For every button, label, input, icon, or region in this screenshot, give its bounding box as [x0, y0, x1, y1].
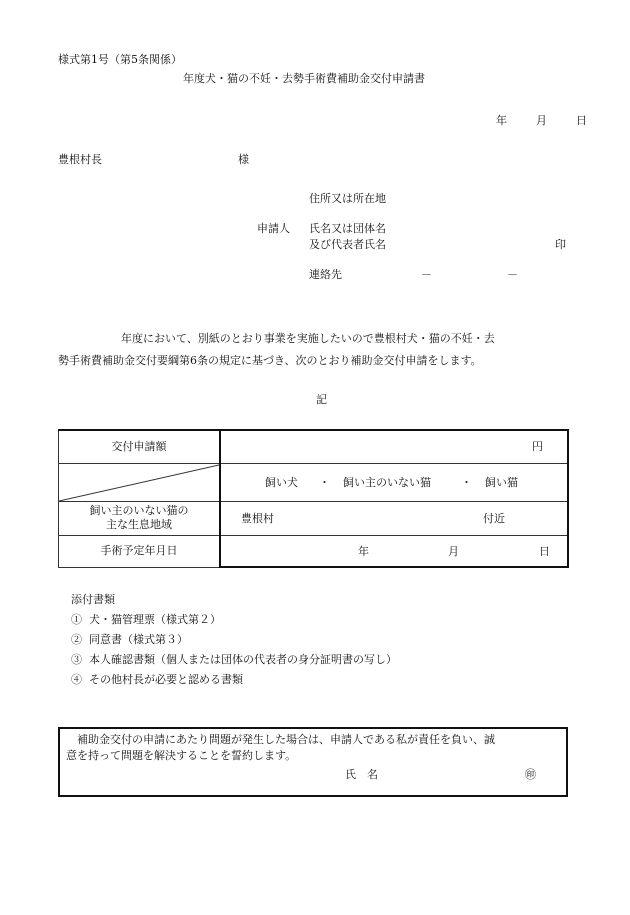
pledge-seal: ㊞ — [525, 768, 536, 781]
applicant-seal: 印 — [555, 238, 566, 251]
option-separator-2: ・ — [461, 475, 472, 489]
animal-type-options — [220, 463, 568, 501]
attachment-item — [71, 673, 243, 686]
applicant-name-label-1: 氏名又は団体名 — [309, 222, 386, 235]
diagonal-line — [59, 464, 219, 502]
attachment-text: 同意書（様式第３） — [89, 633, 188, 646]
contact-label: 連絡先 — [309, 268, 342, 281]
attachment-text: 犬・猫管理票（様式第２） — [89, 613, 221, 626]
requested-amount-label: 交付申請額 — [59, 430, 221, 463]
pledge-name-label: 氏 名 — [345, 768, 378, 781]
option-pet-cat[interactable]: 飼い猫 — [485, 475, 518, 489]
attachment-item — [71, 613, 221, 626]
ki-heading: 記 — [316, 393, 327, 406]
surgery-day: 日 — [539, 544, 550, 558]
habitat-village: 豊根村 — [241, 511, 274, 525]
date-day-label: 日 — [576, 114, 587, 127]
attachment-num: ③ — [71, 653, 82, 666]
yen-unit: 円 — [532, 440, 543, 453]
attachment-text: 本人確認書類（個人または団体の代表者の身分証明書の写し） — [89, 653, 397, 666]
habitat-suffix: 付近 — [483, 511, 505, 525]
habitat-label-line-2: 主な生息地域 — [106, 518, 172, 531]
attachment-item — [71, 633, 188, 646]
surgery-month: 月 — [448, 544, 459, 558]
pledge-line-1: 補助金交付の申請にあたり問題が発生した場合は、申請人である私が責任を負い、誠 — [77, 733, 495, 746]
form-number: 様式第1号（第5条関係） — [58, 53, 182, 66]
applicant-name-label-2: 及び代表者氏名 — [309, 238, 386, 251]
option-pet-dog[interactable]: 飼い犬 — [265, 475, 298, 489]
address-label: 住所又は所在地 — [309, 192, 386, 205]
diagonal-cell — [59, 463, 221, 501]
addressee-honorific: 様 — [238, 153, 249, 166]
habitat-label — [59, 501, 221, 535]
attachment-item — [71, 653, 397, 666]
surgery-year: 年 — [358, 544, 369, 558]
attachment-num: ④ — [71, 673, 82, 686]
addressee-name: 豊根村長 — [58, 153, 102, 166]
surgery-date-label: 手術予定年月日 — [59, 535, 221, 567]
option-stray-cat[interactable]: 飼い主のいない猫 — [343, 475, 431, 489]
contact-dash-2: － — [507, 268, 518, 281]
requested-amount-field[interactable] — [220, 430, 568, 463]
date-year-label: 年 — [496, 114, 507, 127]
application-table — [58, 429, 569, 568]
applicant-role-label: 申請人 — [257, 222, 290, 235]
attachment-num: ① — [71, 613, 82, 626]
surgery-date-field[interactable] — [220, 535, 568, 567]
habitat-field[interactable] — [220, 501, 568, 535]
body-text-line-1: 年度において、別紙のとおり事業を実施したいので豊根村犬・猫の不妊・去 — [121, 332, 495, 345]
contact-dash-1: － — [421, 268, 432, 281]
option-separator-1: ・ — [319, 475, 330, 489]
pledge-box — [58, 727, 568, 797]
pledge-line-2: 意を持って問題を解決することを誓約します。 — [66, 749, 297, 762]
form-title: 年度犬・猫の不妊・去勢手術費補助金交付申請書 — [183, 72, 425, 85]
body-text-line-2: 勢手術費補助金交付要綱第6条の規定に基づき、次のとおり補助金交付申請をします。 — [58, 354, 482, 367]
attachments-title: 添付書類 — [71, 593, 115, 606]
date-month-label: 月 — [536, 114, 547, 127]
attachment-text: その他村長が必要と認める書類 — [89, 673, 243, 686]
habitat-label-line-1: 飼い主のいない猫の — [89, 504, 189, 517]
attachment-num: ② — [71, 633, 82, 646]
